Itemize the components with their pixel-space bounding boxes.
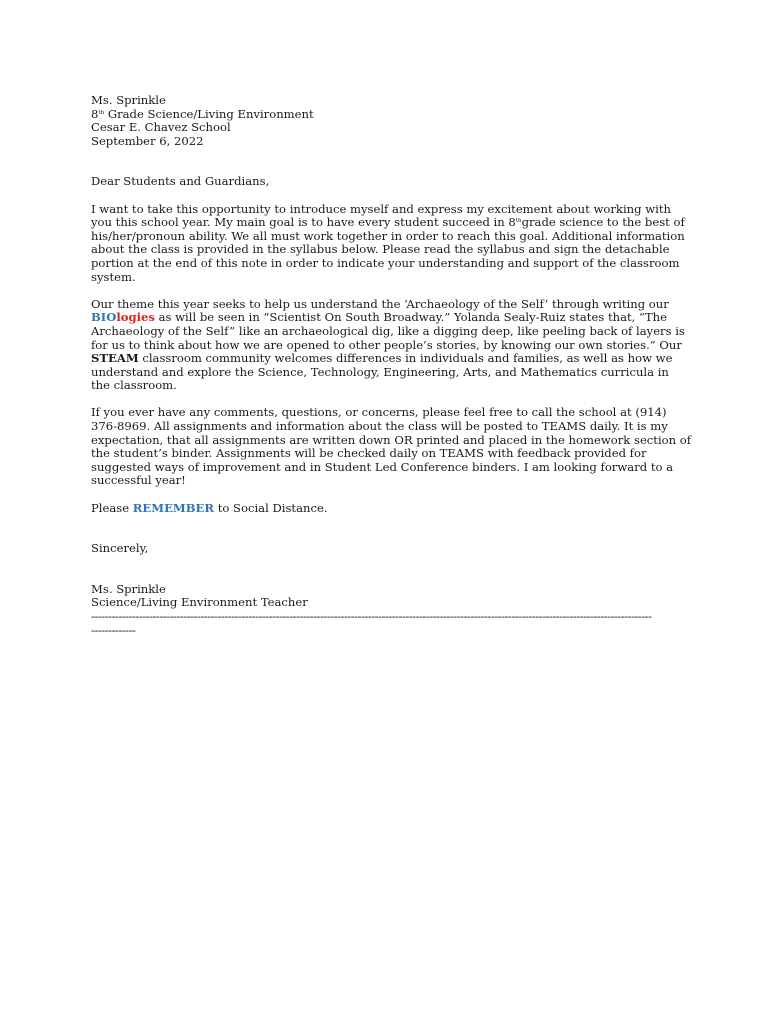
detach-divider: -------------------------------------------------------------------------------------------------------------------------------------------------------------------- xyxy=(91,610,652,623)
signature-block xyxy=(91,583,691,610)
text-line xyxy=(91,311,691,325)
text-line: expectation, that all assignments are written down OR printed and placed in the homework section of xyxy=(91,432,692,447)
remember-highlight: REMEMBER xyxy=(132,500,215,515)
grade-superscript: th xyxy=(98,109,105,116)
text-line: understand and explore the Science, Technology, Engineering, Arts, and Mathematics curricula in xyxy=(91,364,669,379)
text-span: Please xyxy=(91,500,133,515)
text-line: portion at the end of this note in order to indicate your understanding and support of the classroom xyxy=(91,255,680,270)
text-line: system. xyxy=(91,269,136,284)
sender-grade xyxy=(91,108,691,122)
paragraph-intro xyxy=(91,203,691,285)
signature-name: Ms. Sprinkle xyxy=(91,581,166,596)
detach-divider-continued: ------------- xyxy=(91,623,136,637)
grade-number: 8 xyxy=(91,106,99,121)
text-span: grade science to the best of xyxy=(521,215,685,230)
text-line: about the class is provided in the syllabus below. Please read the syllabus and sign the detachable xyxy=(91,242,670,257)
text-line: Archaeology of the Self” like an archaeological dig, like a digging deep, like peeling back of layers is xyxy=(91,323,685,338)
closing: Sincerely, xyxy=(91,541,149,556)
reminder-line xyxy=(91,502,691,516)
salutation: Dear Students and Guardians, xyxy=(91,174,270,189)
text-line: his/her/pronoun ability. We all must work together in order to reach this goal. Additional information xyxy=(91,228,685,243)
signature-title: Science/Living Environment Teacher xyxy=(91,595,308,610)
text-span: to Social Distance. xyxy=(214,500,328,515)
text-line: I want to take this opportunity to introduce myself and express my excitement about working with xyxy=(91,201,671,216)
text-line: Our theme this year seeks to help us understand the ‘Archaeology of the Self’ through writing our xyxy=(91,296,669,311)
text-line: the student’s binder. Assignments will be checked daily on TEAMS with feedback provided for xyxy=(91,446,647,461)
sender-name: Ms. Sprinkle xyxy=(91,93,166,107)
steam-bold: STEAM xyxy=(91,351,139,366)
text-span: you this school year. My main goal is to have every student succeed in 8 xyxy=(91,215,516,230)
text-span: as will be seen in “Scientist On South Broadway.” Yolanda Sealy-Ruiz states that, “The xyxy=(154,310,667,325)
text-line: suggested ways of improvement and in Student Led Conference binders. I am looking forward to a xyxy=(91,459,674,474)
sender-block xyxy=(91,94,691,148)
text-line xyxy=(91,216,691,230)
text-line: the classroom. xyxy=(91,378,177,393)
text-line xyxy=(91,352,691,366)
text-line: successful year! xyxy=(91,473,186,488)
sender-school: Cesar E. Chavez School xyxy=(91,120,231,135)
text-line: 376-8969. All assignments and information about the class will be posted to TEAMS daily. It is my xyxy=(91,419,668,434)
grade-superscript: th xyxy=(515,218,522,225)
text-line: for us to think about how we are opened to other people’s stories, by knowing our own stories.” Our xyxy=(91,337,682,352)
bio-highlight-red: logies xyxy=(116,310,155,325)
text-line: If you ever have any comments, questions, or concerns, please feel free to call the school at (914) xyxy=(91,405,667,420)
grade-subject: Grade Science/Living Environment xyxy=(107,106,314,121)
bio-highlight-blue: BIO xyxy=(91,310,117,325)
letter-body xyxy=(91,94,691,637)
paragraph-theme xyxy=(91,298,691,393)
letter-date: September 6, 2022 xyxy=(91,133,204,148)
paragraph-contact xyxy=(91,406,691,488)
text-span: classroom community welcomes differences in individuals and families, as well as how we xyxy=(138,351,673,366)
